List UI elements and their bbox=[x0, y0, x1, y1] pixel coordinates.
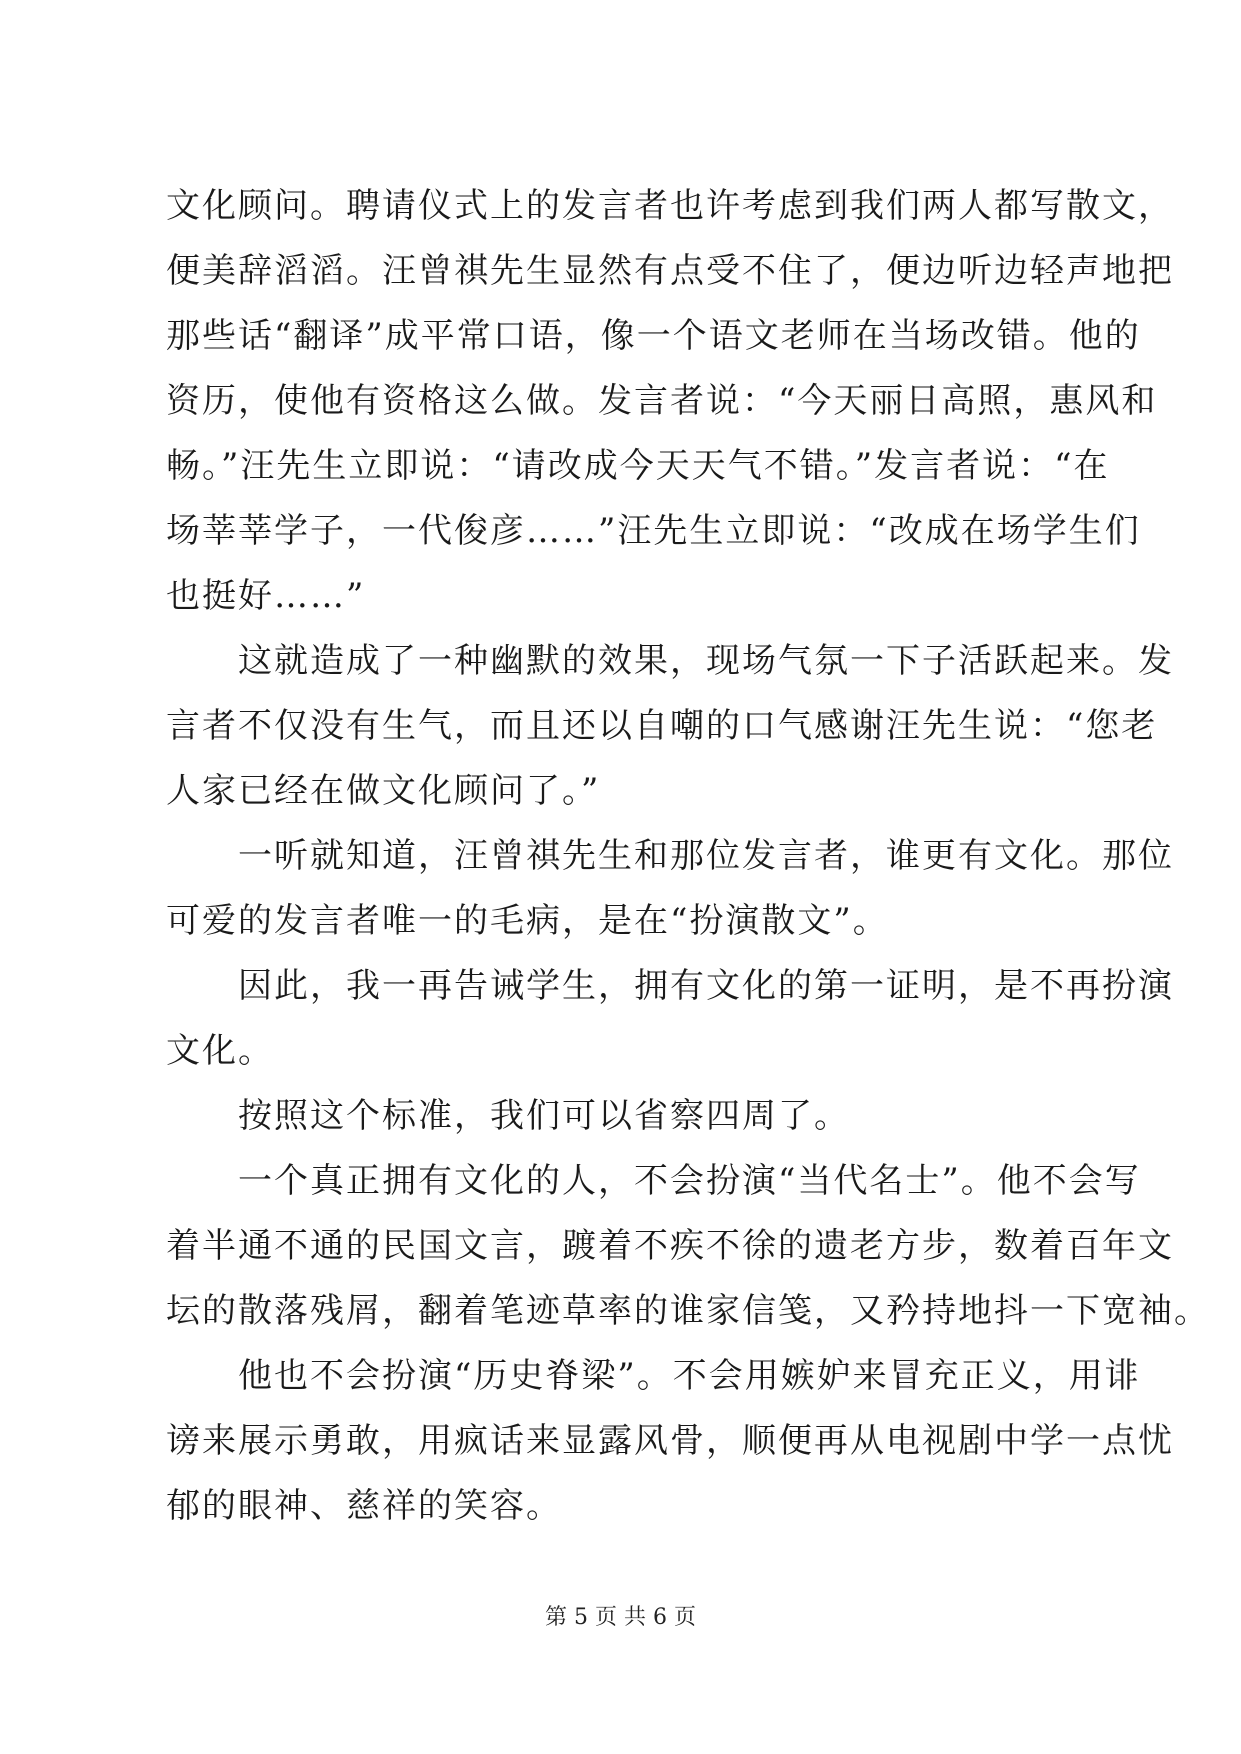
body-line: 他也不会扮演“历史脊梁”。不会用嫉妒来冒充正义，用诽 bbox=[166, 1356, 1141, 1396]
body-line: 文化。 bbox=[166, 1031, 274, 1071]
body-line: 着半通不通的民国文言，踱着不疾不徐的遗老方步，数着百年文 bbox=[166, 1226, 1174, 1266]
body-line: 言者不仅没有生气，而且还以自嘲的口气感谢汪先生说：“您老 bbox=[166, 706, 1158, 746]
body-line: 按照这个标准，我们可以省察四周了。 bbox=[166, 1096, 850, 1136]
body-line: 那些话“翻译”成平常口语，像一个语文老师在当场改错。他的 bbox=[166, 316, 1141, 356]
page-number-footer: 第 5 页 共 6 页 bbox=[545, 1605, 696, 1630]
body-line: 一个真正拥有文化的人，不会扮演“当代名士”。他不会写 bbox=[166, 1161, 1141, 1201]
body-line: 人家已经在做文化顾问了。” bbox=[166, 771, 601, 811]
body-line: 这就造成了一种幽默的效果，现场气氛一下子活跃起来。发 bbox=[166, 641, 1174, 681]
body-line: 畅。”汪先生立即说：“请改成今天天气不错。”发言者说：“在 bbox=[166, 446, 1110, 486]
body-line: 可爱的发言者唯一的毛病，是在“扮演散文”。 bbox=[166, 901, 889, 941]
body-line: 资历，使他有资格这么做。发言者说：“今天丽日高照，惠风和 bbox=[166, 381, 1158, 421]
body-line: 场莘莘学子，一代俊彦……”汪先生立即说：“改成在场学生们 bbox=[166, 511, 1141, 551]
body-line: 也挺好……” bbox=[166, 576, 366, 616]
body-line: 文化顾问。聘请仪式上的发言者也许考虑到我们两人都写散文， bbox=[166, 186, 1174, 226]
body-line: 郁的眼神、慈祥的笑容。 bbox=[166, 1486, 562, 1526]
body-line: 因此，我一再告诫学生，拥有文化的第一证明，是不再扮演 bbox=[166, 966, 1174, 1006]
body-line: 谤来展示勇敢，用疯话来显露风骨，顺便再从电视剧中学一点忧 bbox=[166, 1421, 1174, 1461]
body-line: 一听就知道，汪曾祺先生和那位发言者，谁更有文化。那位 bbox=[166, 836, 1174, 876]
body-line: 便美辞滔滔。汪曾祺先生显然有点受不住了，便边听边轻声地把 bbox=[166, 251, 1174, 291]
body-line: 坛的散落残屑，翻着笔迹草率的谁家信笺，又矜持地抖一下宽袖。 bbox=[166, 1291, 1210, 1331]
